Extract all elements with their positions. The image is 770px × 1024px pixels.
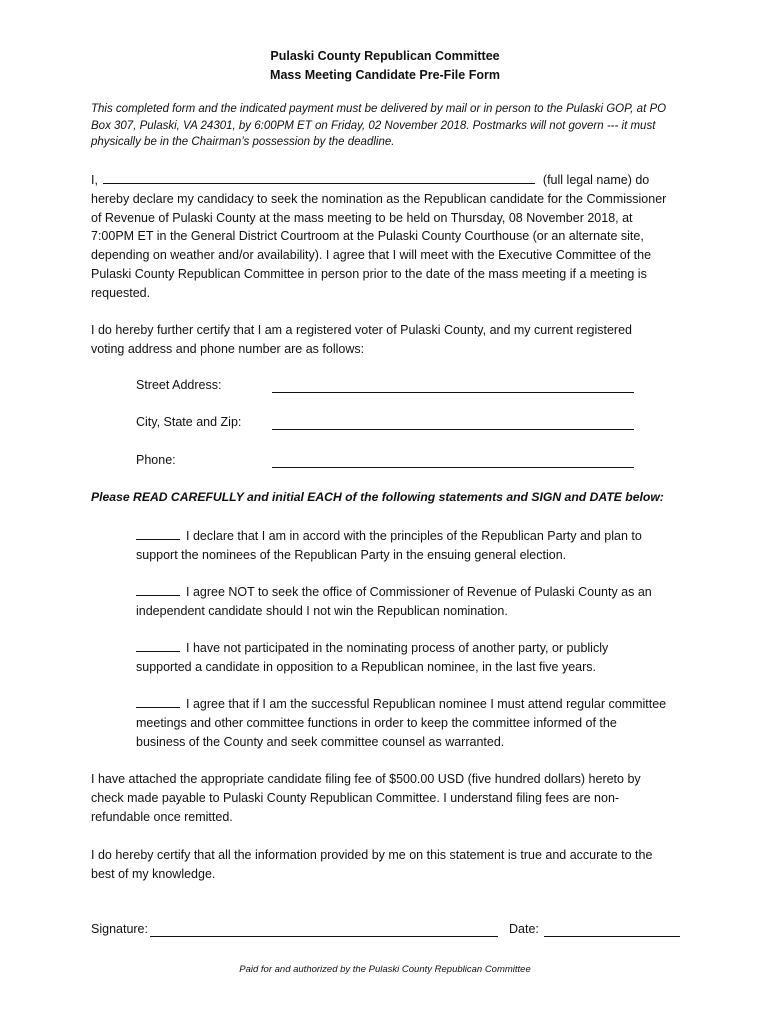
statement-first-line [136, 583, 652, 602]
declaration-name-suffix: (full legal name) do [542, 173, 650, 187]
date-label: Date: [509, 922, 539, 936]
statement-line: support the nominees of the Republican Party in the ensuing general election. [136, 547, 567, 562]
street-address-label: Street Address: [136, 378, 222, 392]
declaration-first-line [91, 171, 691, 190]
final-certify-line: best of my knowledge. [91, 866, 216, 881]
footer-disclaimer: Paid for and authorized by the Pulaski County Republican Committee [239, 964, 531, 975]
declaration-line: hereby declare my candidacy to seek the nomination as the Republican candidate for the Commissioner [91, 191, 667, 206]
certify-voter-paragraph [91, 321, 632, 359]
fee-line: I have attached the appropriate candidate filing fee of $500.00 USD (five hundred dollars) hereto by [91, 772, 641, 786]
form-title-line-1: Pulaski County Republican Committee [270, 49, 500, 63]
final-certify-line: I do hereby certify that all the information provided by me on this statement is true and accurate to the [91, 848, 653, 862]
statement-item [136, 583, 652, 621]
fee-line: check made payable to Pulaski County Republican Committee. I understand filing fees are non- [91, 790, 620, 805]
declaration-line: depending on weather and/or availability). I agree that I will meet with the Executive Committee of the [91, 248, 652, 263]
statement-text: I agree that if I am the successful Republican nominee I must attend regular committee [186, 697, 667, 711]
city-state-zip-field[interactable] [272, 429, 634, 430]
phone-label: Phone: [136, 453, 176, 467]
initial-field[interactable] [136, 527, 180, 540]
statement-first-line [136, 639, 608, 658]
initial-field[interactable] [136, 583, 180, 596]
form-title-line-2: Mass Meeting Candidate Pre-File Form [270, 68, 500, 82]
statement-item [136, 527, 642, 565]
instructions-line: Box 307, Pulaski, VA 24301, by 6:00PM ET on Friday, 02 November 2018. Postmarks will not govern --- it must [91, 119, 656, 132]
city-state-zip-label: City, State and Zip: [136, 415, 242, 429]
declaration-line: of Revenue of Pulaski County at the mass meeting to be held on Thursday, 08 November 2018, at [91, 210, 633, 225]
statement-text: I agree NOT to seek the office of Commissioner of Revenue of Pulaski County as an [186, 585, 652, 599]
statements-heading: Please READ CAREFULLY and initial EACH of the following statements and SIGN and DATE below: [91, 490, 664, 504]
declaration-prefix: I, [91, 173, 98, 187]
statement-first-line [136, 695, 666, 714]
statement-line: business of the County and seek committee counsel as warranted. [136, 734, 505, 749]
initial-field[interactable] [136, 639, 180, 652]
fee-line: refundable once remitted. [91, 809, 233, 824]
statement-line: supported a candidate in opposition to a Republican nominee, in the last five years. [136, 659, 597, 674]
filing-fee-paragraph [91, 770, 641, 826]
declaration-paragraph [91, 171, 691, 303]
final-certify-paragraph [91, 846, 652, 884]
signature-field[interactable] [150, 936, 498, 937]
certify-voter-line: I do hereby further certify that I am a registered voter of Pulaski County, and my current registered [91, 323, 632, 337]
instructions-line: physically be in the Chairman’s possession by the deadline. [91, 136, 395, 148]
phone-field[interactable] [272, 467, 634, 468]
street-address-field[interactable] [272, 392, 634, 393]
declaration-line: Pulaski County Republican Committee in person prior to the date of the mass meeting if a meeting is [91, 266, 647, 281]
signature-label: Signature: [91, 922, 148, 936]
full-legal-name-field[interactable] [103, 171, 535, 184]
statement-line: independent candidate should I not win the Republican nomination. [136, 603, 508, 618]
statement-first-line [136, 527, 642, 546]
date-field[interactable] [544, 936, 680, 937]
initial-field[interactable] [136, 695, 180, 708]
declaration-line: 7:00PM ET in the General District Courtroom at the Pulaski County Courthouse (or an alternate site, [91, 229, 644, 244]
instructions-line: This completed form and the indicated payment must be delivered by mail or in person to the Pulaski GOP, at PO [91, 103, 667, 115]
statement-text: I have not participated in the nominating process of another party, or publicly [186, 641, 609, 655]
declaration-line: requested. [91, 285, 151, 300]
certify-voter-line: voting address and phone number are as follows: [91, 341, 365, 356]
statement-item [136, 695, 666, 751]
statement-line: meetings and other committee functions in order to keep the committee informed of the [136, 715, 617, 730]
instructions [91, 101, 666, 151]
statement-text: I declare that I am in accord with the principles of the Republican Party and plan to [186, 529, 642, 543]
statement-item [136, 639, 608, 677]
